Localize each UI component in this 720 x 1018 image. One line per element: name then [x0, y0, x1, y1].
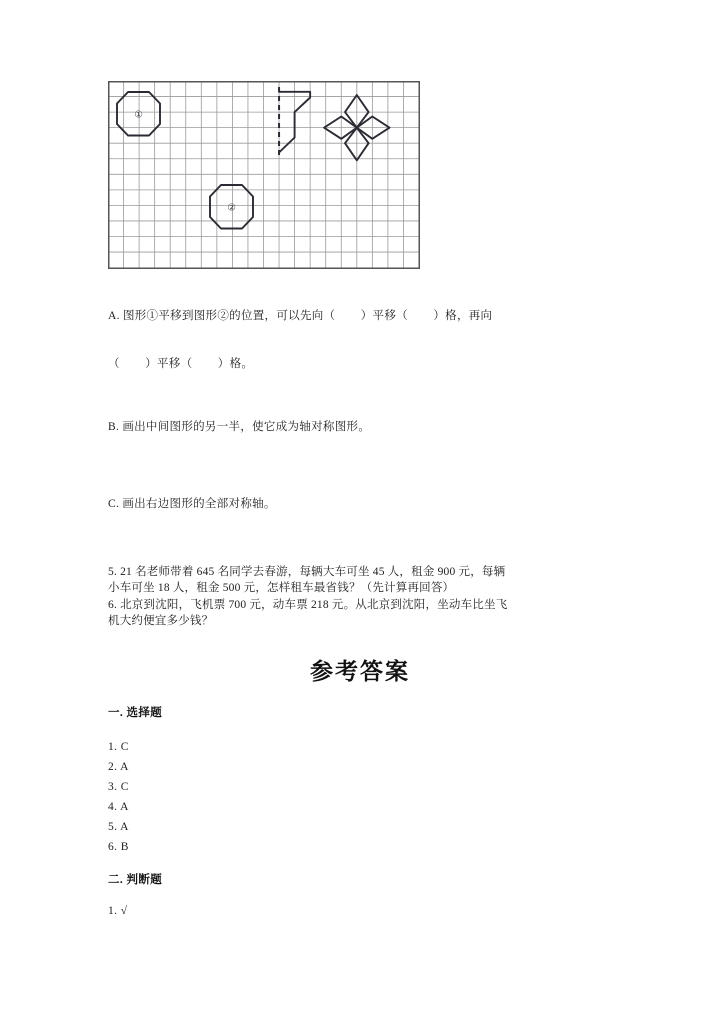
answer-item: 1. C: [108, 741, 129, 753]
grid-figure: [108, 81, 420, 269]
answer-item: 4. A: [108, 801, 129, 813]
grid-lines: [108, 81, 420, 269]
answer-section-heading-1: 一. 选择题: [108, 707, 163, 719]
question-a-line1: A. 图形①平移到图形②的位置，可以先向（ ）平移（ ）格，再向: [108, 310, 493, 322]
word-problem-6-line2: 机大约便宜多少钱？: [108, 615, 214, 627]
question-b: B. 画出中间图形的另一半，使它成为轴对称图形。: [108, 421, 371, 433]
word-problem-5-line2: 小车可坐 18 人，租金 500 元，怎样租车最省钱？（先计算再回答）: [108, 582, 455, 594]
label-shape-one: ①: [134, 109, 143, 121]
word-problem-5-line1: 5. 21 名老师带着 645 名同学去春游，每辆大车可坐 45 人，租金 900 元，每辆: [108, 566, 506, 578]
answer-item: 2. A: [108, 761, 129, 773]
answer-item: 1. √: [108, 905, 128, 917]
answer-key-title: 参考答案: [310, 659, 410, 684]
word-problem-6-line1: 6. 北京到沈阳，飞机票 700 元，动车票 218 元。从北京到沈阳，坐动车比坐飞: [108, 599, 508, 611]
label-shape-two: ②: [227, 202, 236, 214]
question-c: C. 画出右边图形的全部对称轴。: [108, 498, 276, 510]
answer-item: 3. C: [108, 781, 129, 793]
answer-section-heading-2: 二. 判断题: [108, 874, 163, 886]
question-a-line2: （ ）平移（ ）格。: [108, 358, 254, 370]
answer-item: 5. A: [108, 821, 129, 833]
answer-item: 6. B: [108, 841, 129, 853]
